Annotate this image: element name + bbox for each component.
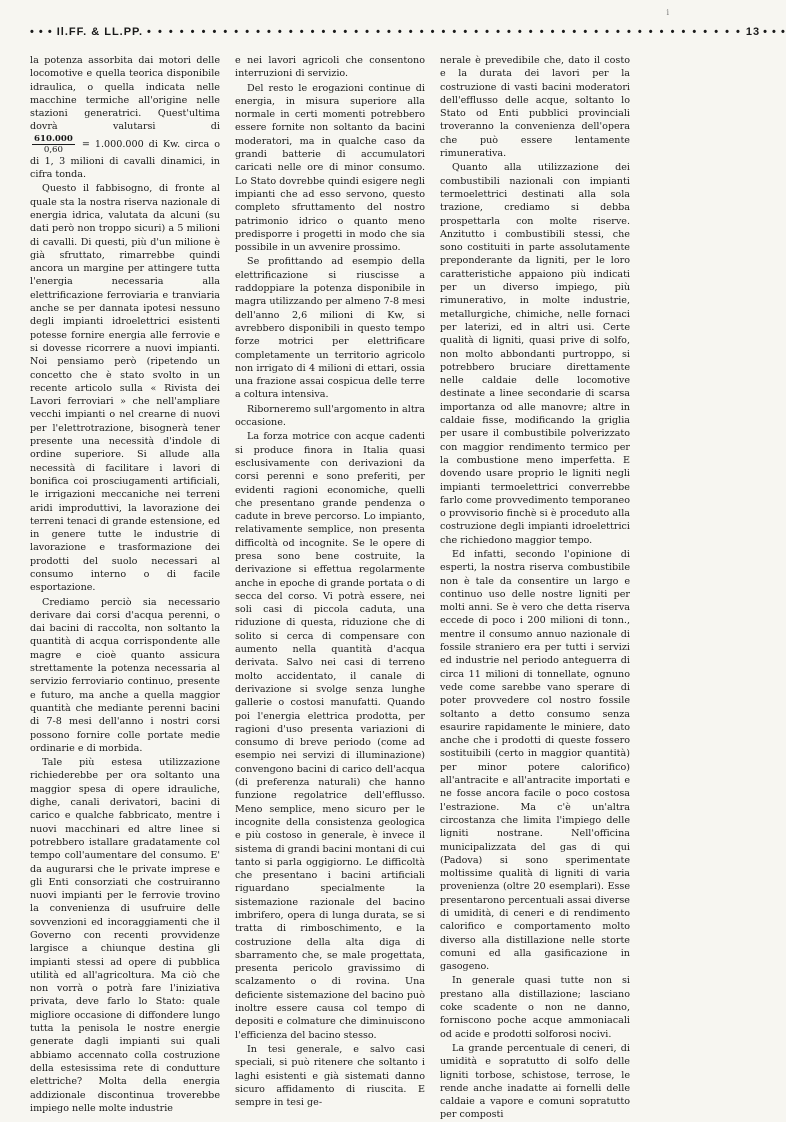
paragraph: Ed infatti, secondo l'opinione di esperti, la nostra riserva combustibile non è tale da consentire un largo e continuo uso delle nostre ligniti per molti anni. Se è vero che detta riserva eccede di poco i 200 milioni di tonn., mentre il consumo annuo nazionale di fossile straniero era per tutti i servizi ed industrie nel periodo anteguerra di circa 11 milioni di tonnellate, ognuno vede come sarebbe vano sperare di poter provvedere col nostro fossile soltanto a detto consumo senza esaurire rapidamente le miniere, dato anche che i prodotti di queste fossero sostituibili (certo in maggior quantità) per minor potere calorifico) all'antracite e all'antracite importati e ne fosse ancora facile o poco costosa l'estrazione. Ma c'è un'altra circostanza che limita l'impiego delle ligniti nostrane. Nell'officina municipalizzata del gas di qui (Padova) si sono sperimentate moltissime qualità di ligniti di varia provenienza (oltre 20 esemplari). Esse presentarono percentuali assai diverse di umidità, di ceneri e di rendimento calorifico e comportamento molto diverso alla distillazione nelle storte comuni ed alla gasificazione in gasogeno. <box>440 548 630 973</box>
running-header <box>30 24 786 40</box>
journal-title: • • • Il.FF. & LL.PP. <box>30 26 144 38</box>
page-number: 13 <box>745 26 761 38</box>
paragraph: La forza motrice con acque cadenti si produce finora in Italia quasi esclusivamente con derivazioni da corsi perenni e sono preferiti, per evidenti ragioni economiche, quelli che presentano grande pendenza o cadute in breve percorso. Lo impianto, relativamente semplice, non presenta difficoltà od incognite. Se le opere di presa sono bene costruite, la derivazione si effettua regolarmente anche in epoche di grande portata o di secca del corso. Vi potrà essere, nei soli casi di piccola caduta, una riduzione di questa, riduzione che di solito si cerca di compensare con aumento nella quantità d'acqua derivata. Salvo nei casi di terreno molto accidentato, il canale di derivazione si svolge senza lunghe gallerie o costosi manufatti. Quando poi l'energia elettrica prodotta, per ragioni d'uso presenta variazioni di consumo di breve periodo (come ad esempio nei servizi di illuminazione) convengono bacini di carico dell'acqua (di preferenza naturali) che hanno funzione regolatrice dell'efflusso. Meno semplice, meno sicuro per le incognite della consistenza geologica e più costoso in generale, è invece il sistema di grandi bacini montani di cui tanto si parla oggigiorno. Le difficoltà che presentano i bacini artificiali riguardano specialmente la sistemazione razionale del bacino imbrifero, opera di lunga durata, se si tratta di rimboschimento, e la costruzione della alta diga di sbarramento che, se male progettata, presenta pericolo gravissimo di scalzamento o di rovina. Una deficiente sistemazione del bacino può inoltre essere causa col tempo di depositi e colmature che diminuiscono l'efficienza del bacino stesso. <box>235 431 425 1041</box>
paragraph: La grande percentuale di ceneri, di umidità e sopratutto di solfo delle ligniti torbose, schistose, terrose, le rende anche inadatte ai fornelli delle caldaie a vapore e comuni sopratutto per composti <box>440 1042 630 1121</box>
formula-result: = 1.000.000 di Kw. circa o <box>81 138 220 150</box>
paragraph: Tale più estesa utilizzazione richiederebbe per ora soltanto una maggior spesa di opere idrauliche, dighe, canali derivatori, bacini di carico e qualche fabbricato, mentre i nuovi macchinari ed altre linee si potrebbero istallare gradatamente col tempo coll'aumentare del consumo. E' da augurarsi che le private imprese e gli Enti consorziati che costruiranno nuovi impianti per le ferrovie trovino la convenienza di usufruire delle sovvenzioni ed incoraggiamenti che il Governo con recenti provvidenze largisce a chiunque destina gli impianti stessi ad opere di pubblica utilità ed all'agricoltura. Ma ciò che non vorrà o potrà fare l'iniziativa privata, deve farlo lo Stato: quale migliore occasione di diffondere lungo tutta la penisola le nostre energie generate dagli impianti sui quali abbiamo accennato colla costruzione della estesissima rete di condutture elettriche? Molta della energia addizionale discontinua troverebbe impiego nelle molte industrie <box>30 757 220 1114</box>
formula <box>30 133 220 155</box>
header-trailing-dots: • • • <box>763 26 786 38</box>
fraction-denominator: 0,60 <box>43 144 63 155</box>
header-leader-dots: • • • • • • • • • • • • • • • • • • • • • • • • • • • • • • • • • • • • • • • • • • • • • • • • • • • • • • • <box>147 26 742 38</box>
paragraph: e nei lavori agricoli che consentono interruzioni di servizio. <box>235 55 425 80</box>
paragraph <box>30 54 220 181</box>
article-body <box>30 54 630 1121</box>
paragraph: Questo il fabbisogno, di fronte al quale sta la nostra riserva nazionale di energia idrica, valutata da alcuni (su dati però non troppo sicuri) a 5 milioni di cavalli. Di questi, più d'un milione è già sfruttato, rimarrebbe quindi ancora un margine per attingere tutta l'energia necessaria alla elettrificazione ferroviaria e tranviaria anche se per dannata ipotesi nessuno degli impianti idroelettrici esistenti potesse fornire energia alle ferrovie e si dovesse ricorrere a nuovi impianti. Noi pensiamo però (ripetendo un concetto che è stato svolto in un recente articolo sulla « Rivista dei Lavori ferroviari » che nell'ampliare vecchi impianti o nel crearne di nuovi per l'elettrotrazione, bisognerà tener presente una necessità d'indole di ordine superiore. Si allude alla necessità di facilitare i lavori di bonifica coi prosciugamenti artificiali, le irrigazioni meccaniche nei terreni aridi improduttivi, la lavorazione dei terreni tenaci di grande estensione, ed in genere tutte le industrie di lavorazione e trasformazione dei prodotti del suolo necessari al consumo interno o di facile esportazione. <box>30 183 220 594</box>
paragraph: Del resto le erogazioni continue di energia, in misura superiore alla normale in certi momenti potrebbero essere fornite non soltanto da bacini moderatori, ma in qualche caso da grandi batterie di accumulatori caricati nelle ore di minor consumo. Lo Stato dovrebbe quindi esigere negli impianti che ad esso servono, questo completo sfruttamento del nostro patrimonio idrico o quanto meno predisporre i progetti in modo che sia possibile in un avvenire prossimo. <box>235 82 425 254</box>
margin-mark: i <box>666 8 669 17</box>
fraction <box>32 134 75 155</box>
paragraph: Crediamo perciò sia necessario derivare dai corsi d'acqua perenni, o dai bacini di raccolta, non soltanto la quantità di acqua corrispondente alle magre e cioè quanto assicura strettamente la potenza necessaria al servizio ferroviario continuo, presente e futuro, ma anche a quella maggior quantità che mediante perenni bacini di 7-8 mesi dell'anno i nostri corsi possono fornire colle portate medie ordinarie e di morbida. <box>30 596 220 754</box>
column-3 <box>440 54 630 1122</box>
paragraph: nerale è prevedibile che, dato il costo e la durata dei lavori per la costruzione di vasti bacini moderatori dell'efflusso delle acque, soltanto lo Stato od Enti pubblici provinciali troveranno la convenienza dell'opera che può essere lentamente rimunerativa. <box>440 55 630 160</box>
paragraph-text: la potenza assorbita dai motori delle locomotive e quella teorica disponibile idraulica, o quella indicata nelle macchine termiche all'origine nelle stazioni generatrici. Quest'ultima dovrà valutarsi di <box>30 55 220 133</box>
fraction-numerator: 610.000 <box>34 133 73 144</box>
column-1 <box>30 54 220 1122</box>
paragraph: Riborneremo sull'argomento in altra occasione. <box>235 403 425 429</box>
paragraph: Quanto alla utilizzazione dei combustibili nazionali con impianti termoelettrici destinati alla sola trazione, crediamo si debba prospettarla con molte riserve. Anzitutto i combustibili stessi, che sono costituiti in parte assolutamente preponderante da ligniti, per le loro caratteristiche appaiono più indicati per un diverso impiego, più rimunerativo, in molte industrie, metallurgiche, chimiche, nelle fornaci per laterizi, ed in altri usi. Certe qualità di ligniti, quasi prive di solfo, non molto abbondanti purtroppo, si potrebbero bruciare direttamente nelle caldaie delle locomotive destinate a linee secondarie di scarsa importanza od alle manovre; altre in caldaie fisse, modificando la griglia per usare il combustibile polverizzato con maggior rendimento termico per la combustione meno imperfetta. E dovendo usare proprio le ligniti negli impianti termoelettrici converrebbe farlo come provvedimento temporaneo o provvisorio finchè si è proceduto alla costruzione degli impianti idroelettrici che richiedono maggior tempo. <box>440 162 630 546</box>
paragraph: In tesi generale, e salvo casi speciali, si può ritenere che soltanto i laghi esistenti e già sistemati danno sicuro affidamento di riuscita. E sempre in tesi ge- <box>235 1043 425 1109</box>
paragraph: Se profittando ad esempio della elettrificazione si riuscisse a raddoppiare la potenza disponibile in magra utilizzando per almeno 7-8 mesi dell'anno 2,6 milioni di Kw, si avrebbero disponibili in questo tempo forze motrici per elettrificare completamente un territorio agricolo non irrigato di 4 milioni di ettari, ossia una frazione assai cospicua delle terre a coltura intensiva. <box>235 256 425 401</box>
column-2 <box>235 54 425 1122</box>
paragraph: In generale quasi tutte non si prestano alla distillazione; lasciano coke scadente o non ne danno, forniscono poche acque ammoniacali od acide e prodotti solforosi nocivi. <box>440 975 630 1040</box>
paragraph-text: di 1, 3 milioni di cavalli dinamici, in cifra tonda. <box>30 155 220 181</box>
